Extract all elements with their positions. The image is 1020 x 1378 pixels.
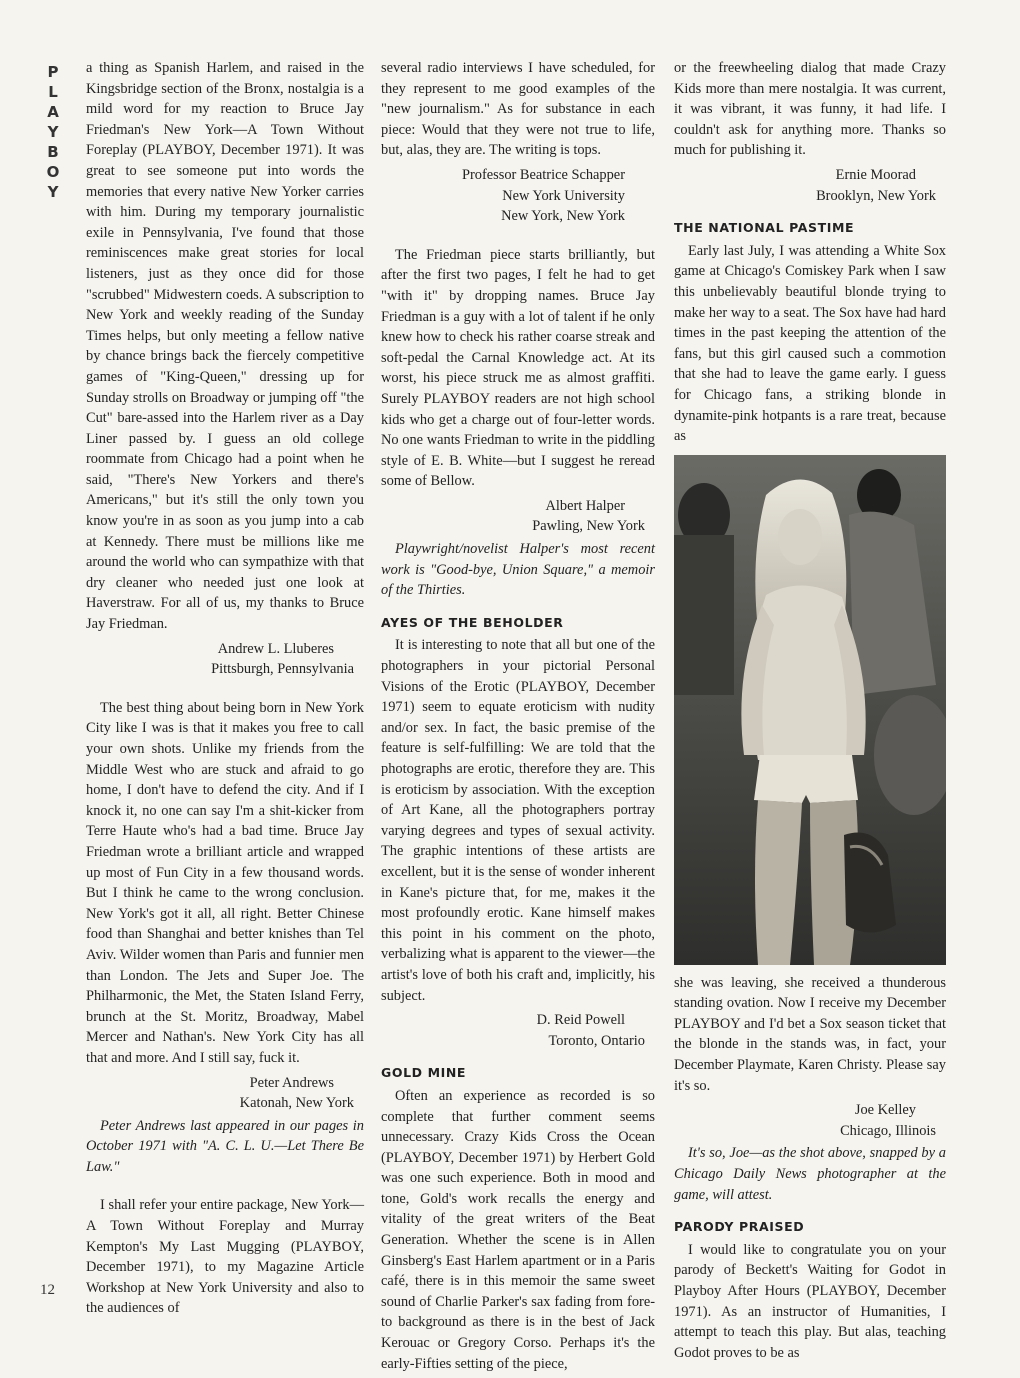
- letter-signature-place: Brooklyn, New York: [816, 187, 936, 204]
- letter-signature-name: Ernie Moorad: [835, 166, 916, 183]
- letter-signature-place: New York University: [502, 187, 625, 204]
- masthead-letter: Y: [47, 123, 59, 141]
- letter-signature-name: Professor Beatrice Schapper: [461, 166, 625, 183]
- letter-paragraph: Early last July, I was attending a White Sox game at Chicago's Comiskey Park when I saw this unbelievably beautiful blonde trying to make her way to a seat. The Sox have had hard times in the past keeping the attention of the fans, but this girl caused such a commotion that she had to leave the game early. I guess for Chicago fans, a striking blonde in dynamite-pink hotpants is a rare treat, because as: [674, 242, 946, 445]
- letter-signature-place: Pittsburgh, Pennsylvania: [211, 661, 354, 678]
- masthead-letter: B: [47, 143, 59, 161]
- masthead-letter: Y: [47, 183, 59, 201]
- letter-signature-name: Joe Kelley: [854, 1102, 916, 1119]
- letter-paragraph: It is interesting to note that all but one of the photographers in your pictorial Personal Visions of the Erotic (PLAYBOY, December 1971) seem to equate eroticism with nudity and/or sex. In fact, the basic premise of the feature is self-fulfilling: We are told that the photographs are erotic, therefore they are. This is eroticism by association. With the exception of Art Kane, all the photographers portray varying degrees and types of sexual activity. The graphic intentions of these artists are excellent, but it is the sense of wonder inherent in Kane's picture that, for me, makes it the most profoundly erotic. Kane himself makes this point in his comment on the photo, verbalizing what is apparent to the viewer—the artist's love of both his craft and, implicitly, his subject.: [381, 637, 655, 1004]
- letter-paragraph: The best thing about being born in New York City like I was is that it makes you free to call your own shots. Unlike my friends from the Middle West who are stuck and afraid to go home, I don't have to defend the city. And if I knock it, no one can say I'm a shit-kicker from Terre Haute who's had a bad time. Bruce Jay Friedman wrote a brilliant article and wrapped up most of Fun City in a few thousand words. But I think he came to the wrong conclusion. New York's got it all, all right. Better Chinese food than Shanghai and better knishes than Tel Aviv. Wilder women than Paris and funnier men than London. The Jets and Super Joe. The Philharmonic, the Met, the Staten Island Ferry, brunch at the St. Moritz, Broadway, Mabel Mercer and Nathan's. New York City has all that and more. And I still say, fuck it.: [86, 699, 364, 1066]
- letter-signature-place: Katonah, New York: [239, 1095, 354, 1112]
- letter-paragraph: I shall refer your entire package, New York—A Town Without Foreplay and Murray Kempton's My Last Mugging (PLAYBOY, December 1971), to my Magazine Article Workshop at New York University and also to the audiences of: [86, 1197, 364, 1317]
- section-heading: THE NATIONAL PASTIME: [674, 220, 855, 236]
- masthead-vertical: [40, 62, 66, 202]
- section-heading: GOLD MINE: [381, 1065, 467, 1081]
- letter-paragraph: or the freewheeling dialog that made Crazy Kids more than mere nostalgia. It was current, it was vibrant, it was funny, it had life. I couldn't ask for anything more. Thanks so much for publishing it.: [674, 60, 946, 159]
- letter-signature-place: New York, New York: [501, 208, 625, 225]
- section-heading: PARODY PRAISED: [674, 1219, 805, 1235]
- page-number: 12: [40, 1282, 55, 1298]
- letter-signature-name: D. Reid Powell: [536, 1012, 625, 1029]
- letter-signature-place: Toronto, Ontario: [548, 1032, 645, 1049]
- letter-signature-name: Peter Andrews: [249, 1074, 334, 1091]
- letter-paragraph: she was leaving, she received a thunderous standing ovation. Now I receive my December PLAYBOY and I'd bet a Sox season ticket that the blonde in the stands was, in fact, your December Playmate, Karen Christy. Please say it's so.: [674, 974, 946, 1094]
- letter-signature-place: Pawling, New York: [532, 518, 645, 535]
- letter-paragraph: several radio interviews I have scheduled, for they represent to me good examples of the "new journalism." As for substance in each piece: Would that they were not true to life, but, alas, they are. The writing is tops.: [381, 60, 655, 159]
- editor-note: Playwright/novelist Halper's most recent work is "Good-bye, Union Square," a memoir of the Thirties.: [381, 541, 655, 599]
- editor-note: Peter Andrews last appeared in our pages in October 1971 with "A. C. L. U.—Let There Be Law.": [86, 1117, 364, 1175]
- masthead-letter: P: [47, 63, 59, 81]
- photo-blonde-in-hotpants: [674, 455, 946, 965]
- letter-paragraph: The Friedman piece starts brilliantly, but after the first two pages, I felt he had to get "with it" by dropping names. Bruce Jay Friedman is a guy with a lot of talent if he only knew how to check his rather coarse streak and soft-pedal the Carnal Knowledge act. At its worst, his piece struck me as almost graffiti. Surely PLAYBOY readers are not high school kids who get a charge out of four-letter words. No one wants Friedman to write in the piddling style of E. B. White—but I suggest he reread some of Bellow.: [381, 246, 655, 490]
- masthead-letter: L: [48, 83, 58, 101]
- masthead-letter: O: [46, 163, 60, 181]
- letter-paragraph: Often an experience as recorded is so complete that further comment seems unnecessary. Crazy Kids Cross the Ocean (PLAYBOY, December 1971) by Herbert Gold was one such experience. Both in mood and tone, Gold's work recalls the energy and vitality of the great writers of the Beat Generation. Whether the scene is in Allen Ginsberg's East Harlem apartment or in a Paris café, there is in this memoir the same sweet sound of Charlie Parker's sax fading from fore- to background as there is in the best of Jack Kerouac or Gregory Corso. Perhaps it's the early-Fifties setting of the piece,: [381, 1087, 655, 1372]
- column-1: [86, 58, 364, 1323]
- photo-illustration: [674, 455, 946, 965]
- letter-signature-name: Albert Halper: [545, 497, 625, 514]
- letter-signature-place: Chicago, Illinois: [840, 1122, 936, 1139]
- masthead-letter: A: [47, 103, 59, 121]
- letter-paragraph: a thing as Spanish Harlem, and raised in the Kingsbridge section of the Bronx, nostalgia is a mild word for my reaction to Bruce Jay Friedman's New York—A Town Without Foreplay (PLAYBOY, December 1971). It was great to see someone put into words the memories that every native New Yorker carries with him. During my temporary journalistic exile in Pennsylvania, I've found that those reminiscences make great stories for local listeners, just as they once did for those "scrubbed" Midwestern coeds. A subscription to New York and weekly reading of the Sunday Times helps, but only meeting a fellow native by chance brings back the fiercely competitive games of "King-Queen," dressing up for Sunday strolls on Broadway or jumping off "the Cut" bare-assed into the Harlem river as a Day Liner passed by. I guess an old college roommate from Chicago had a point when he said, "There's New Yorkers and there's Americans," but it's still the only town you know you're in as soon as you jump into a cab at Kennedy. There must be millions like me around the world who can sympathize with that dry cleaner who needed just one look at Haverstraw. For all of us, my thanks to Bruce Jay Friedman.: [86, 60, 364, 633]
- letter-signature-name: Andrew L. Lluberes: [217, 640, 334, 657]
- editor-note: It's so, Joe—as the shot above, snapped by a Chicago Daily News photographer at the game, will attest.: [674, 1145, 946, 1203]
- column-3: [674, 58, 946, 1367]
- section-heading: AYES OF THE BEHOLDER: [381, 614, 564, 630]
- column-2: [381, 58, 655, 1378]
- letter-paragraph: I would like to congratulate you on your parody of Beckett's Waiting for Godot in Playboy After Hours (PLAYBOY, December 1971). As an instructor of Humanities, I attempt to teach this play. But alas, teaching Godot proves to be as: [674, 1241, 946, 1361]
